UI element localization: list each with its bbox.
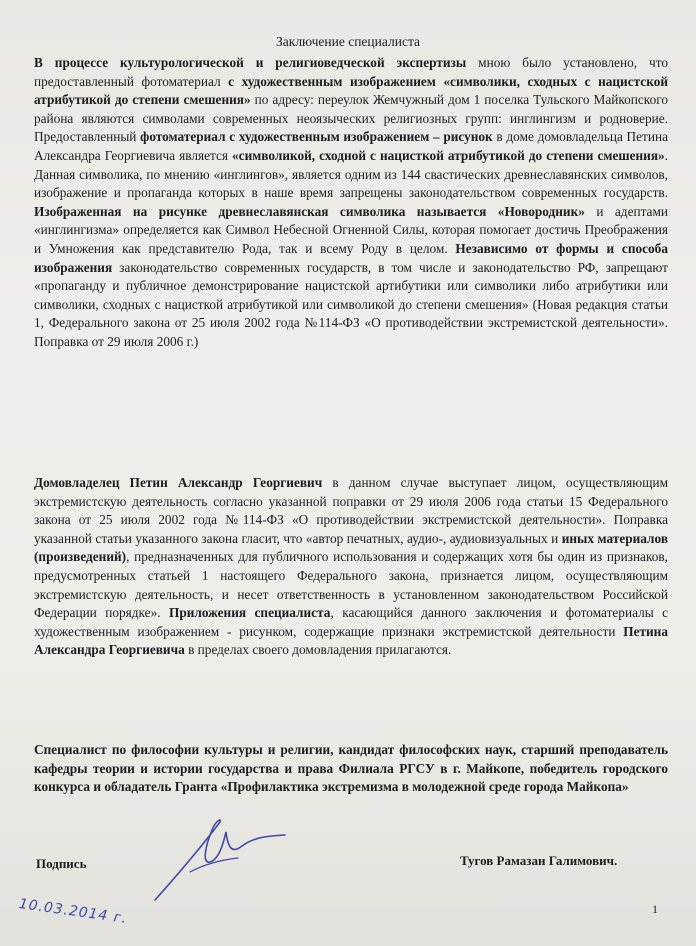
- bold-text-segment: фотоматериал с художественным изображением – рисунок: [140, 129, 493, 145]
- document-title: Заключение специалиста: [276, 34, 420, 49]
- handwritten-date: 10.03.2014 г.: [17, 896, 129, 928]
- paragraph-expertise: [34, 54, 668, 352]
- bold-text-segment: Изображенная на рисунке древнеславянская символика называется «Новородник»: [34, 203, 585, 219]
- text-segment: в данном случае выступает лицом, осуществляющим экстремистскую деятельность согласно указанной поправки от 29 июля 2006 года статьи 15 Федерального закона от 25 июля 2002 года №114-ФЗ «О противодействии экстремистской деятельности». Поправка указанной статьи указанного закона гласит, что «автор печатных, аудио-, аудиовизуальных и: [34, 475, 668, 546]
- text-segment: и адептами «инглингизма» определяется как Символ Небесной Огненной Силы, которая помогает достичь Преображения и Умножения как представителю Рода, так и всему Роду в целом.: [34, 203, 668, 256]
- bold-text-segment: Петина Александра Георгиевича: [34, 623, 668, 658]
- signer-name: Тугов Рамазан Галимович.: [460, 853, 618, 868]
- bold-text-segment: В процессе культурологической и религиоведческой экспертизы: [34, 55, 467, 70]
- bold-text-segment: Домовладелец Петин Александр Георгиевич: [34, 475, 323, 490]
- text-segment: в пределах своего домовладения прилагаются.: [184, 642, 452, 658]
- text-segment: по адресу: переулок Жемчужный дом 1 поселка Тульского Майкопского района являются символами современных неоязыческих религиозных групп: инглингизм и родноверие. Предоставленный: [34, 92, 668, 145]
- handwritten-signature-icon: [150, 802, 290, 907]
- page-number: 1: [652, 902, 658, 916]
- bold-text-segment: Специалист по философии культуры и религии, кандидат философских наук, старший преподаватель кафедры теории и истории государства и права Филиала РГСУ в г. Майкопе, победитель городского конкурса и обладатель Гранта «Профилактика экстремизма в молодежной среде города Майкопа»: [34, 742, 668, 795]
- text-segment: законодательство современных государств, в том числе и законодательство РФ, запрещают «пропаганду и публичное демонстрирование нацистской артибутики или символики либо атрибутики или символики, сходных с нацисткой атрибутикой или символикой до степени смешения» (Новая редакция статьи 1, Федерального закона от 25 июля 2002 года №114-ФЗ «О противодействии экстремистской деятельности». Поправка от 29 июля 2006 г.): [34, 259, 668, 349]
- text-segment: мною было установлено, что предоставленный фотоматериал: [34, 55, 668, 89]
- paragraph-owner: [34, 474, 668, 660]
- bold-text-segment: иных материалов (произведений): [34, 530, 668, 565]
- bold-text-segment: Независимо от формы и способа изображения: [34, 240, 668, 275]
- bold-text-segment: Приложения специалиста: [169, 605, 331, 621]
- paragraph-specialist: [34, 741, 668, 797]
- text-segment: , предназначенных для публичного использования и содержащих хотя бы один из признаков, предусмотренных статьей 1 настоящего Федерального закона, признается лицом, осуществляющим экстремистскую деятельность, и несет ответственность в установленном законодательством Российской Федерации порядке».: [34, 549, 668, 621]
- text-segment: . Данная символика, по мнению «инглингов», является одним из 144 свастических древнеславянских символов, изображение и пропаганда которых в наше время запрещены законодательством современных государств.: [34, 147, 668, 201]
- signature-label: Подпись: [36, 856, 87, 871]
- bold-text-segment: «символикой, сходной с нацисткой атрибутикой до степени смешения»: [232, 147, 665, 163]
- text-segment: , касающийся данного заключения и фотоматериалы с художественным изображением - рисунком, содержащие признаки экстремистской деятельности: [34, 605, 669, 639]
- text-segment: в доме домовладельца Петина Александра Георгиевича является: [34, 129, 668, 163]
- bold-text-segment: с художественным изображением «символики, сходных с нацистской атрибутикой до степени смешения»: [34, 73, 669, 108]
